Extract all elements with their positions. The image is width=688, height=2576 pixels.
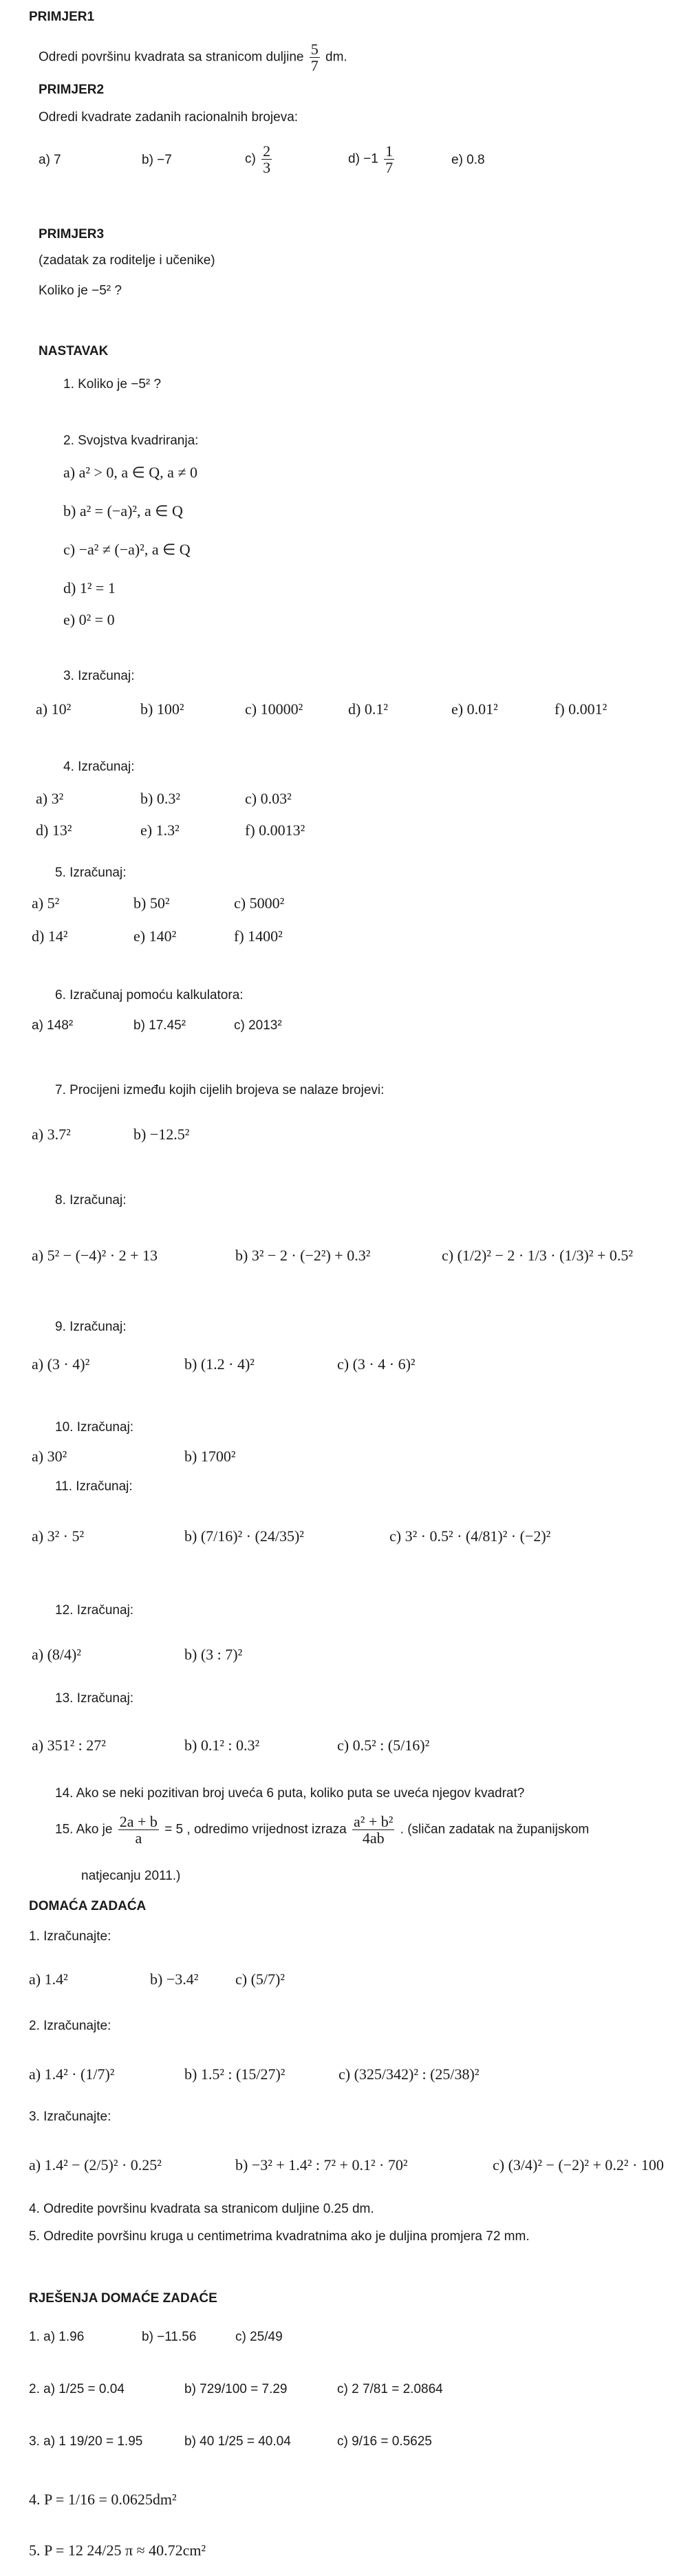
section-title-primjer2: PRIMJER2: [39, 83, 105, 97]
question-2-heading: 2. Svojstva kvadriranja:: [63, 433, 199, 448]
section-title-domaca: DOMAĆA ZADAĆA: [29, 1899, 147, 1913]
exercise-item: a) (3 · 4)²: [32, 1355, 90, 1373]
exercise-item: b) −3.4²: [150, 1971, 199, 1988]
property-item: e) 0² = 0: [63, 611, 115, 628]
question-12-heading: 12. Izračunaj:: [55, 1603, 134, 1618]
exercise-item: a) 148²: [32, 1018, 74, 1033]
exercise-item: a) 10²: [36, 700, 72, 718]
solution-item: 3. a) 1 19/20 = 1.95: [29, 2434, 143, 2449]
exercise-item: f) 0.001²: [555, 700, 608, 718]
question-6-heading: 6. Izračunaj pomoću kalkulatora:: [55, 988, 244, 1002]
solution-item: c) 2 7/81 = 2.0864: [337, 2382, 443, 2396]
exercise-item: f) 1400²: [234, 927, 283, 945]
fraction: $\frac{5}{7}$: [310, 41, 319, 75]
question-5-heading: 5. Izračunaj:: [55, 866, 127, 880]
exercise-item: a) 351² : 27²: [32, 1737, 106, 1754]
exercise-item: a) 1.4² · (1/7)²: [29, 2065, 115, 2083]
section-title-primjer3: PRIMJER3: [39, 227, 105, 242]
exercise-item: a) 3²: [36, 790, 64, 807]
exercise-item: c) 2013²: [234, 1018, 282, 1033]
question-4-heading: 4. Izračunaj:: [63, 760, 135, 774]
list-item: c) $\frac{2}{3}$: [245, 142, 271, 177]
exercise-item: b) (1.2 · 4)²: [184, 1355, 255, 1373]
primjer2-text: Odredi kvadrate zadanih racionalnih brojeva:: [39, 110, 299, 125]
exercise-item: b) 0.3²: [140, 790, 180, 807]
exercise-item: b) 100²: [140, 700, 184, 718]
exercise-item: d) 13²: [36, 822, 72, 839]
homework-heading-2: 2. Izračunajte:: [29, 2019, 111, 2033]
unit: dm.: [325, 50, 347, 65]
question-11-heading: 11. Izračunaj:: [55, 1479, 133, 1494]
exercise-item: b) 1.5² : (15/27)²: [184, 2065, 286, 2083]
list-item: d) −1 $\frac{1}{7}$: [348, 142, 394, 177]
exercise-item: b) 17.45²: [133, 1018, 186, 1033]
exercise-item: c) (325/342)² : (25/38)²: [338, 2065, 480, 2083]
exercise-item: c) (1/2)² − 2 · 1/3 · (1/3)² + 0.5²: [442, 1247, 633, 1264]
exercise-item: a) 3.7²: [32, 1126, 71, 1143]
exercise-item: b) 50²: [133, 894, 170, 912]
exercise-item: f) 0.0013²: [245, 822, 305, 839]
primjer1-question: Odredi površinu kvadrata sa stranicom duljine: [39, 50, 304, 65]
question-13-heading: 13. Izračunaj:: [55, 1691, 134, 1706]
exercise-item: e) 1.3²: [140, 822, 180, 839]
property-item: b) a² = (−a)², a ∈ Q: [63, 502, 183, 519]
exercise-item: b) (7/16)² · (24/35)²: [184, 1527, 304, 1545]
solution-item: 4. P = 1/16 = 0.0625dm²: [29, 2491, 177, 2508]
question-15: 15. Ako je $\frac{2a + b}{a}$ = 5 , odredimo vrijednost izraza $\frac{\text{a² + b²}}{4ab}$ . (sličan zadatak na županijskom: [55, 1813, 590, 1847]
solution-item: b) 40 1/25 = 40.04: [184, 2434, 291, 2449]
exercise-item: a) 1.4² − (2/5)² · 0.25²: [29, 2156, 162, 2174]
question-1: 1. Koliko je −5² ?: [63, 377, 162, 391]
question-10-heading: 10. Izračunaj:: [55, 1420, 134, 1435]
list-item: b) −7: [142, 153, 172, 167]
property-item: c) −a² ≠ (−a)², a ∈ Q: [63, 541, 191, 558]
exercise-item: b) 0.1² : 0.3²: [184, 1737, 260, 1754]
exercise-item: c) 0.5² : (5/16)²: [337, 1737, 430, 1754]
solution-item: 2. a) 1/25 = 0.04: [29, 2382, 125, 2396]
exercise-item: c) 3² · 0.5² · (4/81)² · (−2)²: [389, 1527, 551, 1545]
exercise-item: c) 5000²: [234, 894, 285, 912]
solution-item: c) 9/16 = 0.5625: [337, 2434, 432, 2449]
homework-heading-3: 3. Izračunajte:: [29, 2110, 111, 2124]
primjer1-text: [39, 41, 347, 74]
exercise-item: b) 3² − 2 · (−2²) + 0.3²: [235, 1247, 371, 1264]
solution-item: b) 729/100 = 7.29: [184, 2382, 288, 2396]
list-item: e) 0.8: [451, 153, 485, 167]
section-title-primjer1: PRIMJER1: [29, 10, 95, 24]
question-15-continued: natjecanju 2011.): [81, 1869, 181, 1883]
solution-item: c) 25/49: [235, 2330, 283, 2344]
exercise-item: d) 14²: [32, 927, 68, 945]
question-7-heading: 7. Procijeni između kojih cijelih brojeva se nalaze brojevi:: [55, 1083, 385, 1097]
section-title-rjesenja: RJEŠENJA DOMAĆE ZADAĆE: [29, 2291, 217, 2306]
exercise-item: e) 0.01²: [451, 700, 498, 718]
solution-item: 1. a) 1.96: [29, 2330, 85, 2344]
section-title-nastavak: NASTAVAK: [39, 344, 109, 358]
exercise-item: a) 5² − (−4)² · 2 + 13: [32, 1247, 158, 1264]
question-3-heading: 3. Izračunaj:: [63, 669, 135, 683]
homework-task-4: 4. Odredite površinu kvadrata sa stranicom duljine 0.25 dm.: [29, 2202, 374, 2216]
solution-item: b) −11.56: [142, 2330, 197, 2344]
exercise-item: c) (5/7)²: [235, 1971, 285, 1988]
question-14: 14. Ako se neki pozitivan broj uveća 6 puta, koliko puta se uveća njegov kvadrat?: [55, 1786, 525, 1801]
exercise-item: b) (3 : 7)²: [184, 1646, 243, 1663]
property-item: a) a² > 0, a ∈ Q, a ≠ 0: [63, 464, 198, 481]
primjer3-question: Koliko je −5² ?: [39, 283, 122, 298]
exercise-item: a) (8/4)²: [32, 1646, 81, 1663]
primjer3-note: (zadatak za roditelje i učenike): [39, 253, 215, 268]
solution-item: 5. P = 12 24/25 π ≈ 40.72cm²: [29, 2542, 206, 2559]
exercise-item: b) −12.5²: [133, 1126, 190, 1143]
exercise-item: d) 0.1²: [348, 700, 388, 718]
exercise-item: c) (3/4)² − (−2)² + 0.2² · 100: [493, 2156, 664, 2174]
homework-heading-1: 1. Izračunajte:: [29, 1929, 111, 1944]
exercise-item: e) 140²: [133, 927, 177, 945]
question-9-heading: 9. Izračunaj:: [55, 1320, 127, 1334]
exercise-item: c) 0.03²: [245, 790, 292, 807]
exercise-item: a) 1.4²: [29, 1971, 68, 1988]
question-8-heading: 8. Izračunaj:: [55, 1193, 127, 1208]
exercise-item: a) 5²: [32, 894, 60, 912]
list-item: a) 7: [39, 153, 61, 167]
homework-task-5: 5. Odredite površinu kruga u centimetrima kvadratnima ako je duljina promjera 72 mm.: [29, 2229, 530, 2244]
exercise-item: b) 1700²: [184, 1448, 236, 1465]
exercise-item: a) 3² · 5²: [32, 1527, 85, 1545]
property-item: d) 1² = 1: [63, 579, 116, 597]
exercise-item: b) −3² + 1.4² : 7² + 0.1² · 70²: [235, 2156, 408, 2174]
exercise-item: a) 30²: [32, 1448, 67, 1465]
exercise-item: c) 10000²: [245, 700, 303, 718]
exercise-item: c) (3 · 4 · 6)²: [337, 1355, 416, 1373]
